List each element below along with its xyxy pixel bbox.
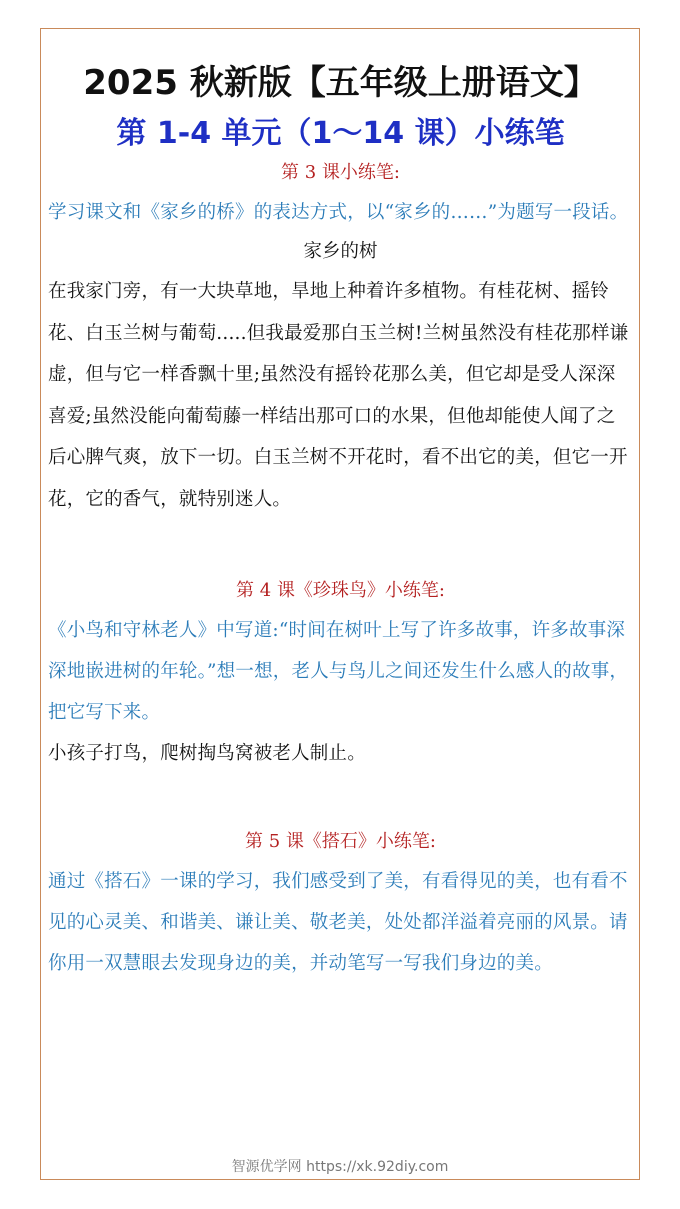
lesson-3-essay-title: 家乡的树 [303, 241, 378, 262]
document-subtitle: 第 1-4 单元（1～14 课）小练笔 [116, 116, 565, 151]
lesson-4-prompt: 《小鸟和守林老人》中写道:“时间在树叶上写了许多故事，许多故事深深地嵌进树的年轮。”想一想，老人与鸟儿之间还发生什么感人的故事，把它写下来。 [48, 620, 629, 723]
lesson-3-heading: 第 3 课小练笔: [281, 162, 400, 183]
lesson-3-essay-body: 在我家门旁，有一大块草地，旱地上种着许多植物。有桂花树、摇铃花、白玉兰树与葡萄.....但我最爱那白玉兰树!兰树虽然没有桂花那样谦虚，但与它一样香飘十里;虽然没有摇铃花那么美，但它却是受人深深喜爱;虽然没能向葡萄藤一样结出那可口的水果，但他却能使人闻了之后心脾气爽，放下一切。白玉兰树不开花时，看不出它的美，但它一开花，它的香气，就特别迷人。 [48, 281, 629, 510]
lesson-5-section [48, 827, 633, 984]
lesson-4-heading: 第 4 课《珍珠鸟》小练笔: [236, 580, 445, 601]
lesson-4-answer: 小孩子打鸟，爬树掏鸟窝被老人制止。 [48, 743, 366, 764]
lesson-3-section [48, 158, 633, 520]
lesson-3-prompt: 学习课文和《家乡的桥》的表达方式，以“家乡的……”为题写一段话。 [48, 202, 629, 223]
lesson-4-section [48, 576, 633, 775]
document-content [48, 60, 633, 984]
footer-watermark: 智源优学网 https://xk.92diy.com [231, 1159, 449, 1175]
lesson-5-prompt: 通过《搭石》一课的学习，我们感受到了美，有看得见的美，也有看不见的心灵美、和谐美、谦让美、敬老美，处处都洋溢着亮丽的风景。请你用一双慧眼去发现身边的美，并动笔写一写我们身边的美。 [48, 870, 628, 974]
document-title: 2025 秋新版【五年级上册语文】 [83, 63, 598, 103]
lesson-5-heading: 第 5 课《搭石》小练笔: [245, 830, 436, 852]
